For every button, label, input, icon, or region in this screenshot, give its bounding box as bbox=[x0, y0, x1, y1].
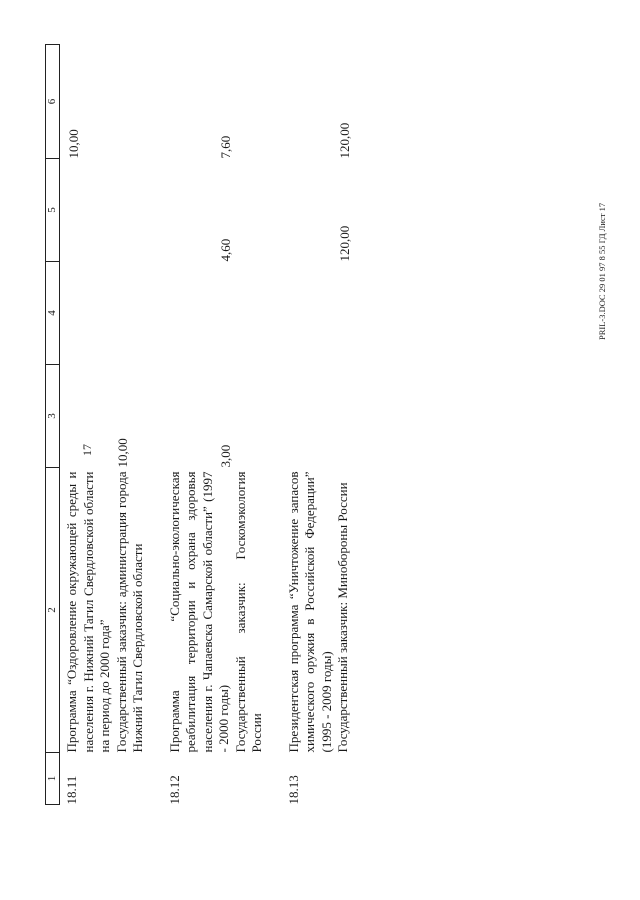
document-footer: PRIL-3.DOC 29 01 97 8 55 ГД Лист 17 bbox=[597, 202, 607, 340]
column-header-6: 6 bbox=[46, 45, 60, 159]
program-title: Программа “Социально-экологическая реабилитация территории и охрана здоровья населения г. Чапаевска Самарской области” (1997 - 2000 годы) bbox=[166, 471, 231, 753]
cell-col5 bbox=[60, 159, 163, 262]
cell-col5: 4,60 bbox=[217, 238, 233, 262]
column-header-3: 3 bbox=[46, 365, 60, 468]
column-header-2: 2 bbox=[46, 468, 60, 753]
cell-col4 bbox=[282, 262, 368, 365]
cell-col5: 120,00 bbox=[336, 225, 352, 262]
program-description bbox=[282, 468, 368, 753]
cell-col6: 120,00 bbox=[336, 122, 352, 159]
column-header-5: 5 bbox=[46, 159, 60, 262]
budget-table bbox=[45, 44, 368, 805]
state-customer: Государственный заказчик: Госкомэкология России bbox=[232, 471, 264, 753]
cell-col3: 3,00 bbox=[217, 444, 233, 468]
row-number: 18.12 bbox=[166, 775, 182, 805]
row-number: 18.13 bbox=[285, 775, 301, 805]
table-row bbox=[282, 45, 368, 805]
table-row bbox=[163, 45, 282, 805]
cell-col3: 10,00 bbox=[115, 438, 130, 468]
state-customer: Государственный заказчик: администрация города Нижний Тагил Свердловской области bbox=[113, 471, 145, 753]
cell-col3 bbox=[282, 365, 368, 468]
program-description bbox=[60, 468, 163, 753]
table-header bbox=[46, 45, 60, 805]
row-number: 18.11 bbox=[64, 775, 79, 805]
cell-col6: 7,60 bbox=[217, 135, 233, 159]
cell-col4 bbox=[163, 262, 282, 365]
column-header-1: 1 bbox=[46, 753, 60, 805]
program-title: Программа “Оздоровление окружающей среды и населения г. Нижний Тагил Свердловской области на период до 2000 года” bbox=[64, 471, 112, 753]
cell-col4 bbox=[60, 262, 163, 365]
column-header-4: 4 bbox=[46, 262, 60, 365]
page-number: 17 bbox=[80, 444, 94, 456]
program-title: Президентская программа “Уничтожение запасов химического оружия в Российской Федерации” (1995 - 2009 годы) bbox=[285, 471, 334, 753]
state-customer: Государственный заказчик: Минобороны России bbox=[335, 482, 350, 753]
table-row bbox=[60, 45, 163, 805]
cell-col6: 10,00 bbox=[66, 129, 81, 159]
program-description bbox=[163, 468, 282, 753]
